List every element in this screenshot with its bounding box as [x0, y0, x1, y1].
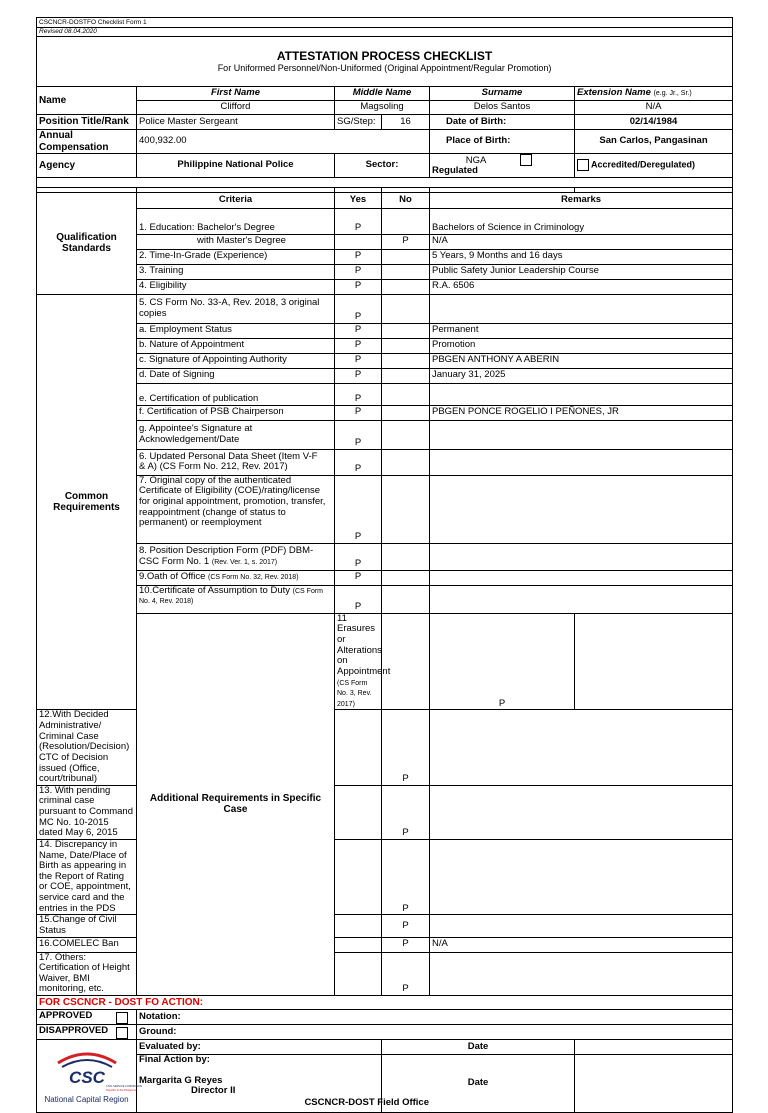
no-mark[interactable]: P: [382, 785, 430, 839]
yes-mark[interactable]: P: [335, 405, 382, 420]
yes-mark[interactable]: P: [335, 323, 382, 338]
criteria-item: [137, 543, 335, 570]
signatory-name: Margarita G Reyes: [139, 1074, 223, 1086]
no-mark[interactable]: [382, 264, 430, 279]
criteria-item: [137, 570, 335, 585]
approved-checkbox[interactable]: [116, 1012, 128, 1024]
evaluated-by-label[interactable]: Evaluated by:: [137, 1040, 382, 1055]
evaluated-date-label[interactable]: Date: [382, 1040, 575, 1055]
no-mark[interactable]: [382, 475, 430, 543]
criteria-item: 3. Training: [137, 264, 335, 279]
remarks-value[interactable]: R.A. 6506: [430, 279, 733, 294]
criteria-item: 17. Others: Certification of Height Waiver, BMI monitoring, etc.: [37, 952, 137, 996]
regulated-checkbox[interactable]: [520, 154, 532, 166]
criteria-item: c. Signature of Appointing Authority: [137, 353, 335, 368]
agency-label: Agency: [37, 154, 137, 178]
form-reference: (CS Form No. 32, Rev. 2018): [208, 574, 299, 582]
criteria-item: with Master's Degree: [137, 234, 335, 249]
final-action-cell: [137, 1054, 429, 1113]
remarks-value[interactable]: N/A: [430, 234, 733, 249]
yes-mark[interactable]: P: [335, 475, 382, 543]
sg-value[interactable]: 16: [382, 115, 430, 130]
no-mark[interactable]: [382, 323, 430, 338]
remarks-value[interactable]: [430, 915, 733, 937]
criteria-item: 2. Time-In-Grade (Experience): [137, 249, 335, 264]
middle-name-value[interactable]: Magsoling: [335, 101, 430, 115]
yes-mark[interactable]: P: [335, 383, 382, 405]
spacer-row: [37, 177, 733, 187]
sector-cell: [430, 154, 575, 178]
remarks-value[interactable]: Public Safety Junior Leadership Course: [430, 264, 733, 279]
remarks-value[interactable]: [430, 475, 733, 543]
yes-mark[interactable]: P: [335, 294, 382, 323]
csc-logo-cell: [37, 1040, 142, 1113]
remarks-value[interactable]: [430, 839, 733, 914]
yes-mark[interactable]: P: [335, 543, 382, 570]
yes-mark[interactable]: P: [335, 208, 382, 234]
agency-value[interactable]: Philippine National Police: [137, 154, 335, 178]
remarks-value[interactable]: [430, 449, 733, 475]
surname-value[interactable]: Delos Santos: [430, 101, 575, 115]
pob-value[interactable]: San Carlos, Pangasinan: [575, 130, 733, 154]
remarks-value[interactable]: Promotion: [430, 338, 733, 353]
sg-label: SG/Step:: [335, 115, 382, 130]
criteria-item: g. Appointee's Signature at Acknowledgement/Date: [137, 420, 335, 449]
remarks-value[interactable]: [430, 383, 733, 405]
form-reference: (Rev. Ver. 1, s. 2017): [211, 558, 278, 566]
yes-mark[interactable]: [335, 952, 382, 996]
criteria-text: 9.Oath of Office: [139, 571, 206, 583]
extension-value[interactable]: N/A: [575, 101, 733, 115]
name-label: Name: [37, 87, 137, 115]
yes-mark[interactable]: [335, 710, 382, 785]
yes-mark[interactable]: P: [335, 338, 382, 353]
form-reference: (CS Form No. 4, Rev. 2018): [139, 587, 324, 606]
remarks-value[interactable]: N/A: [430, 937, 733, 952]
logo-small-text: Republic of the Philippines: [105, 1088, 137, 1092]
criteria-item: d. Date of Signing: [137, 368, 335, 383]
form-title-cell: [37, 37, 733, 87]
accredited-checkbox[interactable]: [577, 159, 589, 171]
logo-swoosh-blue: [62, 1060, 112, 1067]
criteria-item: 14. Discrepancy in Name, Date/Place of Birth as appearing in the Report of Rating or COE, appointment, service card and the entries in the PDS: [37, 839, 137, 914]
yes-mark[interactable]: P: [335, 353, 382, 368]
no-mark[interactable]: P: [382, 952, 430, 996]
criteria-item: 7. Original copy of the authenticated Certificate of Eligibility (COE)/rating/license for original appointment, promotion, transfer, reappointment (change of status to permanent) or reemployment: [137, 475, 335, 543]
remarks-value[interactable]: [430, 585, 733, 613]
criteria-item: 16.COMELEC Ban: [37, 937, 137, 952]
attestation-checklist-form: [36, 17, 732, 1113]
criteria-item: e. Certification of publication: [137, 383, 335, 405]
sector-label: Sector:: [335, 154, 430, 178]
logo-text: CSC: [68, 1067, 105, 1087]
yes-mark[interactable]: [382, 613, 430, 710]
criteria-text: 8. Position Description Form (PDF) DBM-CSC Form No. 1: [139, 545, 314, 567]
no-mark[interactable]: [382, 338, 430, 353]
position-label: Position Title/Rank: [37, 115, 137, 130]
criteria-item: 4. Eligibility: [137, 279, 335, 294]
compensation-label: Annual Compensation: [37, 130, 137, 154]
logo-small-text: CIVIL SERVICE COMMISSION: [105, 1084, 142, 1088]
final-date-label[interactable]: Date: [382, 1055, 575, 1113]
remarks-value[interactable]: [575, 613, 733, 710]
no-mark[interactable]: [382, 543, 430, 570]
remarks-value[interactable]: [430, 952, 733, 996]
no-mark[interactable]: [382, 249, 430, 264]
yes-mark[interactable]: [335, 234, 382, 249]
yes-mark[interactable]: [335, 915, 382, 937]
criteria-item: 5. CS Form No. 33-A, Rev. 2018, 3 original copies: [137, 294, 335, 323]
position-value[interactable]: Police Master Sergeant: [137, 115, 335, 130]
no-mark[interactable]: [382, 368, 430, 383]
evaluated-date-value[interactable]: [575, 1040, 733, 1055]
logo-swoosh-red: [58, 1054, 116, 1063]
no-mark[interactable]: [382, 353, 430, 368]
final-date-value[interactable]: [575, 1055, 733, 1113]
first-name-value[interactable]: Clifford: [137, 101, 335, 115]
extension-hint: (e.g. Jr., Sr.): [653, 90, 692, 98]
criteria-item: 1. Education: Bachelor's Degree: [137, 208, 335, 234]
remarks-value[interactable]: PBGEN PONCE ROGELIO I PEÑONES, JR: [430, 405, 733, 420]
dob-label: Date of Birth:: [430, 115, 575, 130]
criteria-header: Criteria: [137, 192, 335, 208]
remarks-value[interactable]: January 31, 2025: [430, 368, 733, 383]
final-action-label: Final Action by:: [139, 1054, 210, 1066]
extension-label: Extension Name: [577, 87, 651, 99]
remarks-value[interactable]: [430, 294, 733, 323]
criteria-item: 13. With pending criminal case pursuant to Command MC No. 10-2015 dated May 6, 2015: [37, 785, 137, 839]
remarks-value[interactable]: [430, 570, 733, 585]
yes-mark[interactable]: P: [335, 449, 382, 475]
approved-label: APPROVED: [39, 1009, 93, 1021]
regulated-label: Regulated: [432, 165, 478, 177]
no-mark[interactable]: P: [382, 839, 430, 914]
disapproved-checkbox[interactable]: [116, 1027, 128, 1039]
csc-logo: [48, 1047, 142, 1093]
pob-label: Place of Birth:: [430, 130, 575, 154]
yes-mark[interactable]: P: [335, 249, 382, 264]
no-mark[interactable]: P: [382, 234, 430, 249]
no-mark[interactable]: [382, 383, 430, 405]
middle-name-label: Middle Name: [335, 87, 430, 101]
page-subtitle: For Uniformed Personnel/Non-Uniformed (Original Appointment/Regular Promotion): [217, 63, 552, 74]
remarks-value[interactable]: 5 Years, 9 Months and 16 days: [430, 249, 733, 264]
field-office-label: CSCNCR-DOST Field Office: [304, 1096, 429, 1108]
no-mark[interactable]: [382, 570, 430, 585]
yes-mark[interactable]: P: [335, 420, 382, 449]
accredited-cell: [575, 154, 733, 178]
approved-cell: [37, 1010, 137, 1025]
yes-mark[interactable]: P: [335, 570, 382, 585]
disapproved-label: DISAPPROVED: [39, 1024, 109, 1036]
no-mark[interactable]: [382, 405, 430, 420]
remarks-value[interactable]: [430, 785, 733, 839]
dob-value[interactable]: 02/14/1984: [575, 115, 733, 130]
criteria-item: [137, 585, 335, 613]
criteria-item: f. Certification of PSB Chairperson: [137, 405, 335, 420]
criteria-item: a. Employment Status: [137, 323, 335, 338]
no-mark[interactable]: P: [430, 613, 575, 710]
remarks-value[interactable]: Bachelors of Science in Criminology: [430, 208, 733, 234]
checklist-table: [36, 17, 733, 1113]
form-reference: (CS Form No. 3, Rev. 2017): [337, 679, 372, 708]
yes-mark[interactable]: [335, 937, 382, 952]
no-mark[interactable]: P: [382, 915, 430, 937]
yes-mark[interactable]: P: [335, 264, 382, 279]
surname-label: Surname: [430, 87, 575, 101]
no-mark[interactable]: P: [382, 937, 430, 952]
notation-label[interactable]: Notation:: [137, 1010, 733, 1025]
remarks-value[interactable]: [430, 420, 733, 449]
no-mark[interactable]: [382, 420, 430, 449]
yes-mark[interactable]: [335, 839, 382, 914]
no-mark[interactable]: [382, 585, 430, 613]
yes-mark[interactable]: P: [335, 279, 382, 294]
signatory-title: Director II: [191, 1085, 236, 1097]
no-mark[interactable]: [382, 449, 430, 475]
accredited-label: Accredited/Deregulated): [591, 159, 696, 170]
section-additional-requirements: Additional Requirements in Specific Case: [137, 613, 335, 995]
no-mark[interactable]: [382, 294, 430, 323]
criteria-item: 12.With Decided Administrative/ Criminal Case (Resolution/Decision) CTC of Decision issued (Office, court/tribunal): [37, 710, 137, 785]
action-heading: FOR CSCNCR - DOST FO ACTION:: [37, 996, 733, 1010]
disapproved-cell: [37, 1025, 137, 1040]
yes-header: Yes: [335, 192, 382, 208]
remarks-value[interactable]: PBGEN ANTHONY A ABERIN: [430, 353, 733, 368]
sector-value[interactable]: NGA: [465, 154, 487, 166]
remarks-value[interactable]: [430, 543, 733, 570]
region-caption: National Capital Region: [44, 1095, 129, 1105]
section-qualification-standards: Qualification Standards: [37, 192, 137, 294]
criteria-item: 6. Updated Personal Data Sheet (Item V-F & A) (CS Form No. 212, Rev. 2017): [137, 449, 335, 475]
no-header: No: [382, 192, 430, 208]
revision-date: Revised 08.04.2020: [37, 28, 733, 37]
compensation-value[interactable]: 400,932.00: [137, 130, 430, 154]
yes-mark[interactable]: [335, 785, 382, 839]
no-mark[interactable]: P: [382, 710, 430, 785]
page-title: ATTESTATION PROCESS CHECKLIST: [276, 48, 493, 63]
yes-mark[interactable]: P: [335, 368, 382, 383]
form-code: CSCNCR-DOSTFO Checklist Form 1: [37, 18, 733, 28]
ground-label[interactable]: Ground:: [137, 1025, 733, 1040]
criteria-text: 11 Erasures or Alterations on Appointment: [337, 612, 391, 677]
no-mark[interactable]: [382, 208, 430, 234]
extension-label-cell: [575, 87, 733, 101]
criteria-text: 10.Certificate of Assumption to Duty: [139, 584, 291, 596]
section-common-requirements: Common Requirements: [37, 294, 137, 710]
remarks-header: Remarks: [430, 192, 733, 208]
criteria-item: [335, 612, 391, 710]
remarks-value[interactable]: [430, 710, 733, 785]
yes-mark[interactable]: P: [335, 585, 382, 613]
criteria-item: 15.Change of Civil Status: [37, 915, 137, 937]
first-name-label: First Name: [137, 87, 335, 101]
remarks-value[interactable]: Permanent: [430, 323, 733, 338]
criteria-item: b. Nature of Appointment: [137, 338, 335, 353]
no-mark[interactable]: [382, 279, 430, 294]
